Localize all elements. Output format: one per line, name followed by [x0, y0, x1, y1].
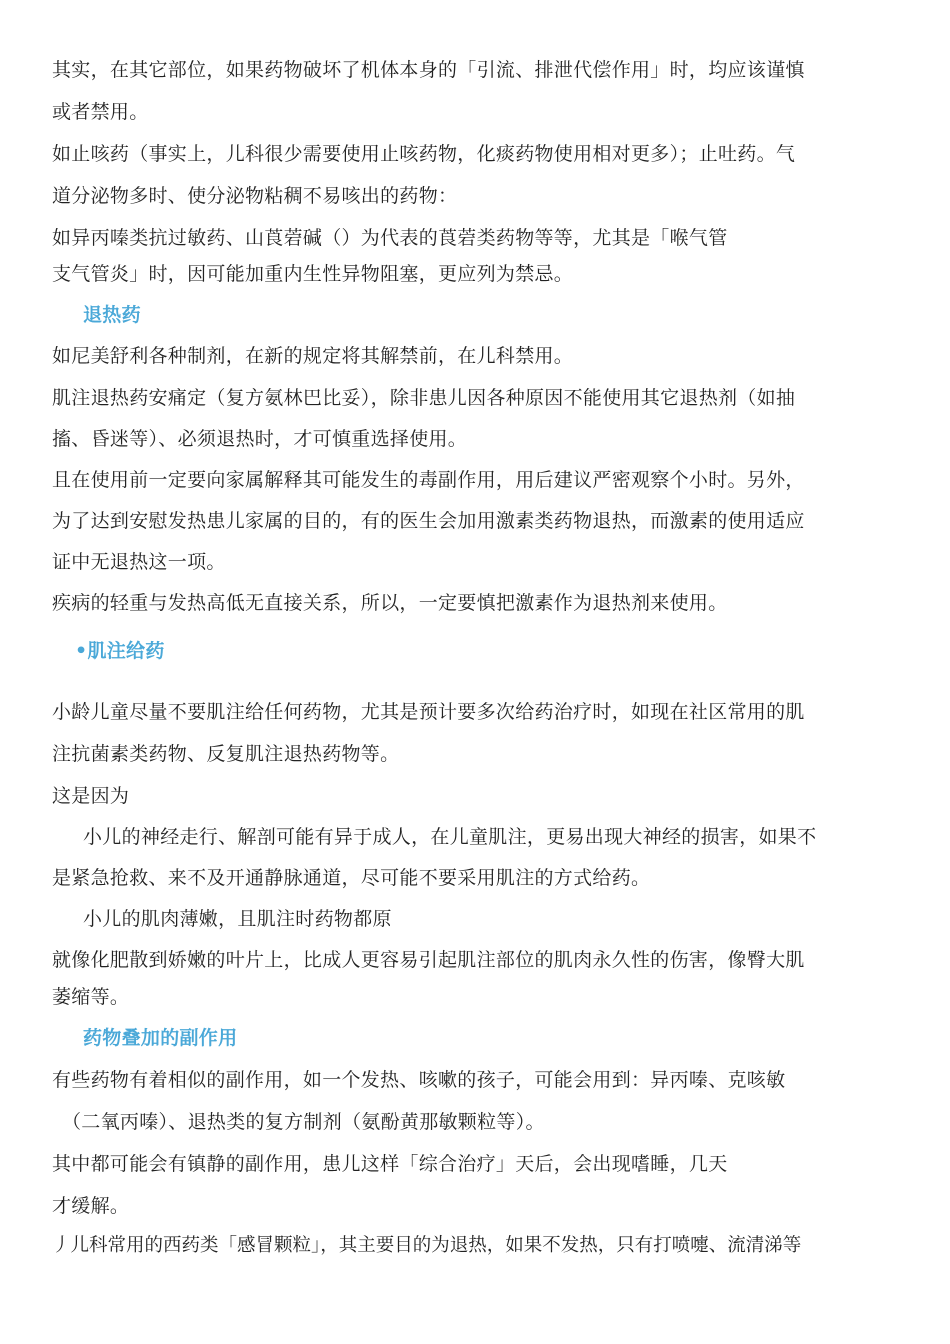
paragraph-line: 小儿的神经走行、解剖可能有异于成人，在儿童肌注，更易出现大神经的损害，如果不	[83, 826, 817, 848]
section-heading-side-effects: 药物叠加的副作用	[83, 1027, 238, 1049]
paragraph-line: 其实，在其它部位，如果药物破坏了机体本身的「引流、排泄代偿作用」时，均应该谨慎	[52, 59, 805, 81]
paragraph-line: 如止咳药（事实上，儿科很少需要使用止咳药物，化痰药物使用相对更多）；止吐药。气	[52, 143, 796, 165]
paragraph-line: 肌注退热药安痛定（复方氨林巴比妥），除非患儿因各种原因不能使用其它退热剂（如抽	[52, 387, 796, 409]
paragraph-line: 就像化肥散到娇嫩的叶片上，比成人更容易引起肌注部位的肌肉永久性的伤害，像臀大肌	[52, 949, 805, 971]
section-heading-intramuscular: •肌注给药	[75, 640, 165, 662]
section-heading-antipyretics: 退热药	[83, 304, 141, 326]
paragraph-line: 小龄儿童尽量不要肌注给任何药物，尤其是预计要多次给药治疗时，如现在社区常用的肌	[52, 701, 805, 723]
paragraph-line: 为了达到安慰发热患儿家属的目的，有的医生会加用激素类药物退热，而激素的使用适应	[52, 510, 805, 532]
paragraph-line: 这是因为	[52, 785, 130, 807]
paragraph-line: 才缓解。	[52, 1195, 130, 1217]
paragraph-line: 有些药物有着相似的副作用，如一个发热、咳嗽的孩子，可能会用到：异丙嗪、克咳敏	[52, 1069, 786, 1091]
paragraph-line: 丿儿科常用的西药类「感冒颗粒」，其主要目的为退热，如果不发热，只有打喷嚏、流清涕等	[52, 1235, 802, 1256]
paragraph-line: 道分泌物多时、使分泌物粘稠不易咳出的药物：	[52, 185, 458, 207]
paragraph-line: 萎缩等。	[52, 986, 130, 1008]
paragraph-line: 其中都可能会有镇静的副作用，患儿这样「综合治疗」天后，会出现嗜睡，几天	[52, 1153, 728, 1175]
paragraph-line: 支气管炎」时，因可能加重内生性异物阻塞，更应列为禁忌。	[52, 263, 574, 285]
paragraph-line: （二氧丙嗪）、退热类的复方制剂（氨酚黄那敏颗粒等）。	[62, 1111, 545, 1133]
paragraph-line: 是紧急抢救、来不及开通静脉通道，尽可能不要采用肌注的方式给药。	[52, 867, 651, 889]
paragraph-line: 注抗菌素类药物、反复肌注退热药物等。	[52, 743, 400, 765]
paragraph-line: 搐、昏迷等）、必须退热时，才可慎重选择使用。	[52, 428, 468, 450]
paragraph-line: 小儿的肌肉薄嫩，且肌注时药物都原	[83, 908, 392, 930]
paragraph-line: 如尼美舒利各种制剂，在新的规定将其解禁前，在儿科禁用。	[52, 345, 574, 367]
paragraph-line: 且在使用前一定要向家属解释其可能发生的毒副作用，用后建议严密观察个小时。另外，	[52, 469, 805, 491]
paragraph-line: 或者禁用。	[52, 101, 149, 123]
paragraph-line: 如异丙嗪类抗过敏药、山莨菪碱（）为代表的莨菪类药物等等，尤其是「喉气管	[52, 227, 728, 249]
paragraph-line: 证中无退热这一项。	[52, 551, 226, 573]
paragraph-line: 疾病的轻重与发热高低无直接关系，所以，一定要慎把激素作为退热剂来使用。	[52, 592, 728, 614]
